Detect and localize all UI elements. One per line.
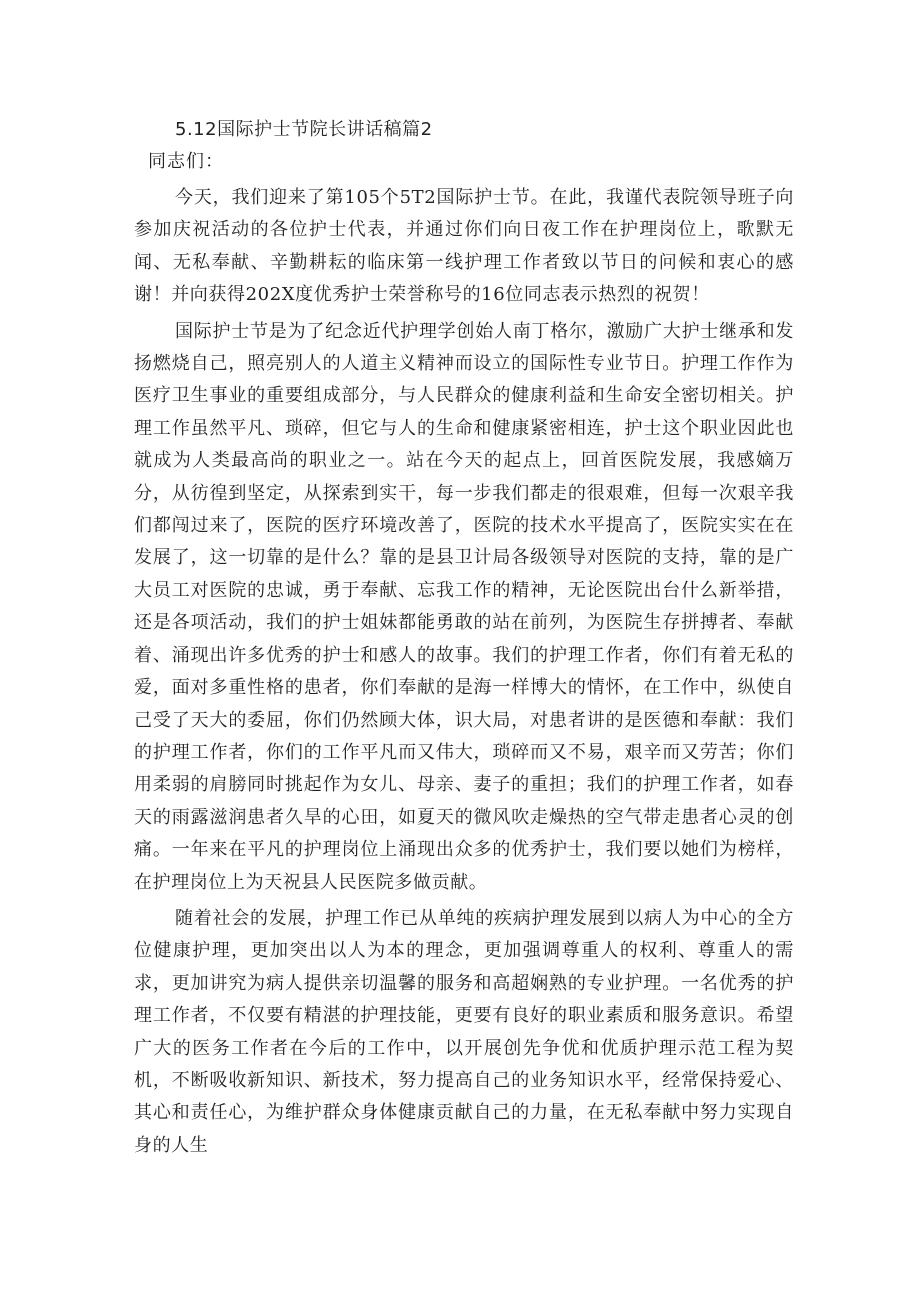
paragraph-nurses-day: 国际护士节是为了纪念近代护理学创始人南丁格尔，激励广大护士继承和发扬燃烧自己，照亮别人的人道主义精神而设立的国际性专业节日。护理工作作为医疗卫生事业的重要组成部分，与人民群众的健康利益和生命安全密切相关。护理工作虽然平凡、琐碎，但它与人的生命和健康紧密相连，护士这个职业因此也就成为人类最高尚的职业之一。站在今天的起点上，回首医院发展，我感嫡万分，从彷徨到坚定，从探索到实干，每一步我们都走的很艰难，但每一次艰辛我们都闯过来了，医院的医疗环境改善了，医院的技术水平提高了，医院实实在在发展了，这一切靠的是什么？靠的是县卫计局各级领导对医院的支持，靠的是广大员工对医院的忠诚，勇于奉献、忘我工作的精神，无论医院出台什么新举措，还是各项活动，我们的护士姐妹都能勇敢的站在前列，为医院生存拼搏者、奉献着、涌现出许多优秀的护士和感人的故事。我们的护理工作者，你们有着无私的爱，面对多重性格的患者，你们奉献的是海一样博大的情怀，在工作中，纵使自己受了天大的委屈，你们仍然顾大体，识大局，对患者讲的是医德和奉献：我们的护理工作者，你们的工作平凡而又伟大，琐碎而又不易，艰辛而又劳苦；你们用柔弱的肩膀同时挑起作为女儿、母亲、妻子的重担；我们的护理工作者，如春天的雨露滋润患者久旱的心田，如夏天的微风吹走燥热的空气带走患者心灵的创痛。一年来在平凡的护理岗位上涌现出众多的优秀护士，我们要以她们为榜样，在护理岗位上为天祝县人民医院多做贡献。 xyxy=(134,320,794,893)
document-title: 5.12国际护士节院长讲话稿篇2 xyxy=(175,119,433,140)
paragraph-greeting: 今天，我们迎来了第105个5T2国际护士节。在此，我谨代表院领导班子向参加庆祝活动的各位护士代表，并通过你们向日夜工作在护理岗位上，歌默无闻、无私奉献、辛勤耕耘的临床第一线护理工作者致以节日的问候和衷心的感谢！并向获得202X度优秀护士荣誉称号的16位同志表示热烈的祝贺！ xyxy=(134,187,794,306)
document-page xyxy=(134,114,794,1162)
salutation: 同志们： xyxy=(148,151,224,172)
paragraph-development: 随着社会的发展，护理工作已从单纯的疾病护理发展到以病人为中心的全方位健康护理，更加突出以人为本的理念，更加强调尊重人的权利、尊重人的需求，更加讲究为病人提供亲切温馨的服务和高超娴熟的专业护理。一名优秀的护理工作者，不仅要有精湛的护理技能，更要有良好的职业素质和服务意识。希望广大的医务工作者在今后的工作中，以开展创先争优和优质护理示范工程为契机，不断吸收新知识、新技术，努力提高自己的业务知识水平，经常保持爱心、其心和责任心，为维护群众身体健康贡献自己的力量，在无私奉献中努力实现自身的人生 xyxy=(134,907,794,1156)
